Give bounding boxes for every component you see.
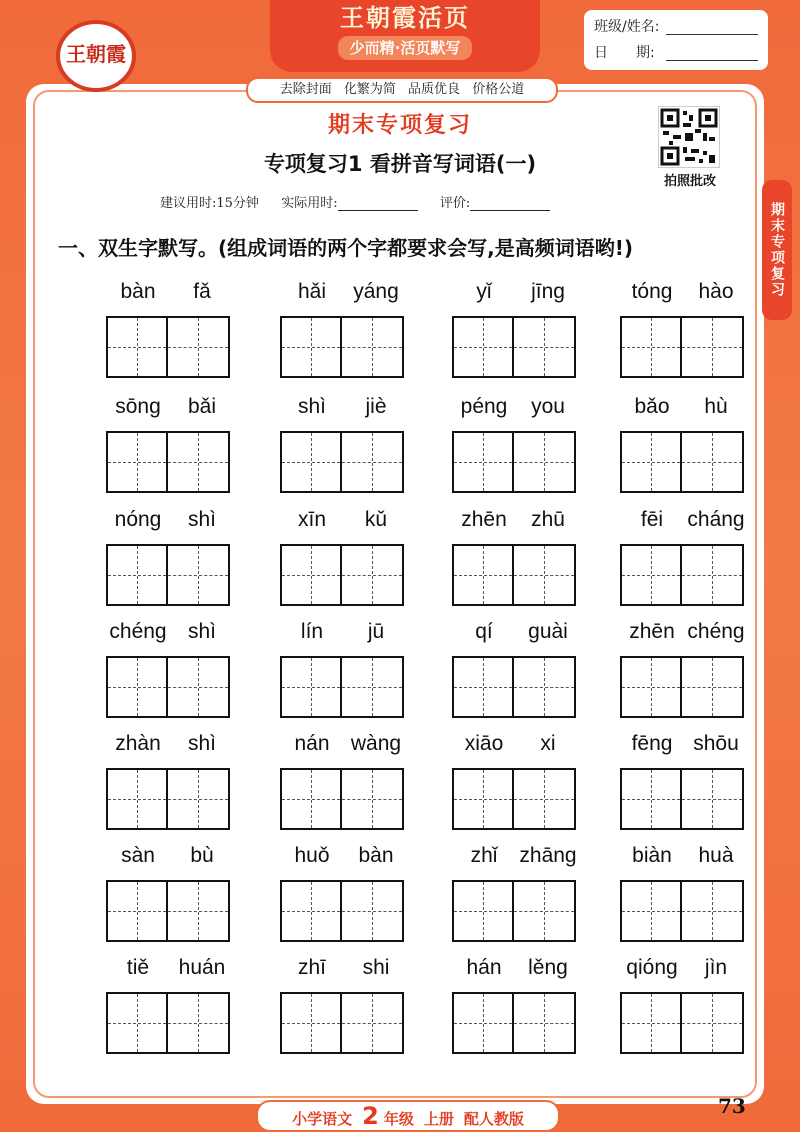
pinyin-syllable: wàng xyxy=(350,732,402,755)
tianzige-box[interactable] xyxy=(106,880,168,942)
pinyin-syllable: hù xyxy=(704,395,728,418)
tianzige-box[interactable] xyxy=(342,768,404,830)
tianzige-box[interactable] xyxy=(452,656,514,718)
pinyin-syllable: qí xyxy=(475,620,493,643)
word-item xyxy=(280,956,408,1061)
pinyin-syllable: xiāo xyxy=(464,732,504,755)
pinyin-syllable: bàn xyxy=(120,280,156,303)
writing-boxes xyxy=(280,768,404,830)
writing-boxes xyxy=(280,431,404,493)
header-banner xyxy=(270,0,540,72)
qr-code-icon[interactable] xyxy=(658,106,720,168)
pinyin-syllable: cháng xyxy=(687,508,745,531)
pinyin-row xyxy=(106,956,234,986)
word-item xyxy=(452,508,580,613)
tianzige-box[interactable] xyxy=(682,992,744,1054)
tianzige-box[interactable] xyxy=(514,768,576,830)
writing-boxes xyxy=(106,431,230,493)
tianzige-box[interactable] xyxy=(280,768,342,830)
pinyin-syllable: zhēn xyxy=(629,620,675,643)
tianzige-box[interactable] xyxy=(682,544,744,606)
pinyin-syllable: jīng xyxy=(531,280,565,303)
pinyin-syllable: huán xyxy=(178,956,226,979)
pinyin-syllable: lín xyxy=(300,620,324,643)
word-item xyxy=(280,508,408,613)
evaluation-blank[interactable] xyxy=(470,198,550,211)
pinyin-syllable: xīn xyxy=(297,508,326,531)
tianzige-box[interactable] xyxy=(452,880,514,942)
tianzige-box[interactable] xyxy=(280,992,342,1054)
word-item xyxy=(452,732,580,837)
pinyin-syllable: hào xyxy=(698,280,734,303)
word-item xyxy=(280,620,408,725)
tianzige-box[interactable] xyxy=(280,880,342,942)
pinyin-syllable: shì xyxy=(187,732,216,755)
word-item xyxy=(620,956,748,1061)
tianzige-box[interactable] xyxy=(168,992,230,1054)
pinyin-syllable: bàn xyxy=(358,844,394,867)
tianzige-box[interactable] xyxy=(682,880,744,942)
pinyin-row xyxy=(106,508,234,538)
footer-grade: 年级 xyxy=(383,1110,414,1128)
pinyin-row xyxy=(452,732,580,762)
pinyin-syllable: jū xyxy=(367,620,385,643)
pinyin-syllable: fǎ xyxy=(193,280,211,303)
tianzige-box[interactable] xyxy=(280,656,342,718)
tianzige-box[interactable] xyxy=(682,656,744,718)
pinyin-syllable: tóng xyxy=(631,280,673,303)
writing-boxes xyxy=(106,544,230,606)
pinyin-row xyxy=(620,732,748,762)
tianzige-box[interactable] xyxy=(514,656,576,718)
pinyin-row xyxy=(280,732,408,762)
pinyin-row xyxy=(106,620,234,650)
tianzige-box[interactable] xyxy=(342,431,404,493)
writing-boxes xyxy=(106,880,230,942)
pinyin-syllable: shì xyxy=(187,508,216,531)
pinyin-row xyxy=(106,732,234,762)
word-item xyxy=(620,395,748,500)
word-item xyxy=(106,844,234,949)
pinyin-syllable: zhàn xyxy=(115,732,161,755)
pinyin-syllable: bǎi xyxy=(187,395,217,418)
writing-boxes xyxy=(620,544,744,606)
qr-label: 拍照批改 xyxy=(663,174,716,189)
writing-boxes xyxy=(280,992,404,1054)
tianzige-box[interactable] xyxy=(682,431,744,493)
pinyin-syllable: biàn xyxy=(632,844,672,867)
tianzige-box[interactable] xyxy=(106,992,168,1054)
pinyin-row xyxy=(280,620,408,650)
word-item xyxy=(106,620,234,725)
pinyin-syllable: zhāng xyxy=(519,844,577,867)
instruction-heading: 一、双生字默写。(组成词语的两个字都要求会写,是高频词语哟!) xyxy=(58,236,633,260)
date-row[interactable] xyxy=(594,42,762,64)
section-title: 期末专项复习 xyxy=(327,113,472,138)
tianzige-box[interactable] xyxy=(342,316,404,378)
pinyin-syllable: hán xyxy=(466,956,502,979)
pinyin-row xyxy=(452,956,580,986)
unit-title: 专项复习1 看拼音写词语(一) xyxy=(263,152,537,176)
pinyin-syllable: shōu xyxy=(693,732,739,755)
tianzige-box[interactable] xyxy=(342,544,404,606)
class-name-row[interactable] xyxy=(594,16,762,38)
pinyin-syllable: fēi xyxy=(640,508,664,531)
pinyin-syllable: huǒ xyxy=(294,844,330,867)
tianzige-box[interactable] xyxy=(452,768,514,830)
suggested-time: 建议用时:15分钟 xyxy=(160,196,259,211)
pinyin-syllable: chéng xyxy=(109,620,167,643)
word-item xyxy=(620,280,748,385)
pinyin-row xyxy=(452,395,580,425)
word-item xyxy=(620,508,748,613)
pinyin-syllable: lěng xyxy=(528,956,568,979)
writing-boxes xyxy=(452,880,576,942)
motto-strip: 去除封面 化繁为简 品质优良 价格公道 xyxy=(246,77,558,103)
pinyin-row xyxy=(106,280,234,310)
writing-boxes xyxy=(280,316,404,378)
tianzige-box[interactable] xyxy=(620,768,682,830)
pinyin-syllable: péng xyxy=(460,395,508,418)
word-item xyxy=(106,280,234,385)
actual-time-label: 实际用时: xyxy=(281,196,338,211)
pinyin-syllable: zhǐ xyxy=(470,844,498,867)
writing-boxes xyxy=(620,431,744,493)
pinyin-syllable: shì xyxy=(297,395,326,418)
pinyin-row xyxy=(620,956,748,986)
tianzige-box[interactable] xyxy=(620,880,682,942)
pinyin-syllable: sōng xyxy=(115,395,161,418)
date-blank xyxy=(666,60,758,61)
pinyin-syllable: bǎo xyxy=(634,395,670,418)
class-name-blank xyxy=(666,34,758,35)
evaluation-label: 评价: xyxy=(439,196,471,211)
writing-boxes xyxy=(620,768,744,830)
tianzige-box[interactable] xyxy=(168,431,230,493)
pinyin-syllable: yáng xyxy=(353,280,399,303)
tianzige-box[interactable] xyxy=(514,316,576,378)
tianzige-box[interactable] xyxy=(168,880,230,942)
writing-boxes xyxy=(106,768,230,830)
footer-grade-number: 2 xyxy=(362,1102,379,1130)
actual-time-blank[interactable] xyxy=(338,198,418,211)
writing-boxes xyxy=(452,768,576,830)
pinyin-syllable: kǔ xyxy=(364,508,388,531)
pinyin-row xyxy=(620,620,748,650)
pinyin-row xyxy=(620,508,748,538)
writing-boxes xyxy=(280,656,404,718)
pinyin-syllable: zhī xyxy=(297,956,326,979)
writing-boxes xyxy=(106,316,230,378)
tianzige-box[interactable] xyxy=(280,544,342,606)
logo-text: 王朝霞 xyxy=(66,42,126,66)
tianzige-box[interactable] xyxy=(168,656,230,718)
pinyin-row xyxy=(280,280,408,310)
tianzige-box[interactable] xyxy=(514,544,576,606)
pinyin-syllable: yǐ xyxy=(476,280,492,303)
pinyin-row xyxy=(620,844,748,874)
pinyin-syllable: you xyxy=(531,395,565,418)
footer-term: 上册 xyxy=(423,1110,454,1128)
footer-subject: 小学语文 xyxy=(292,1110,353,1128)
tianzige-box[interactable] xyxy=(514,431,576,493)
pinyin-syllable: shì xyxy=(187,620,216,643)
publisher-logo xyxy=(56,20,136,92)
writing-boxes xyxy=(452,656,576,718)
tianzige-box[interactable] xyxy=(280,316,342,378)
word-item xyxy=(452,395,580,500)
pinyin-row xyxy=(452,280,580,310)
tianzige-box[interactable] xyxy=(342,656,404,718)
writing-boxes xyxy=(620,316,744,378)
pinyin-syllable: zhēn xyxy=(461,508,507,531)
pinyin-row xyxy=(106,395,234,425)
writing-boxes xyxy=(280,544,404,606)
tianzige-box[interactable] xyxy=(342,992,404,1054)
word-item xyxy=(620,732,748,837)
tianzige-box[interactable] xyxy=(620,656,682,718)
pinyin-syllable: guài xyxy=(528,620,568,643)
pinyin-syllable: xi xyxy=(540,732,556,755)
pinyin-syllable: chéng xyxy=(687,620,745,643)
word-item xyxy=(280,395,408,500)
tianzige-box[interactable] xyxy=(452,431,514,493)
word-item xyxy=(452,844,580,949)
time-bar xyxy=(160,192,640,211)
tianzige-box[interactable] xyxy=(106,431,168,493)
pinyin-syllable: nán xyxy=(294,732,330,755)
tianzige-box[interactable] xyxy=(168,544,230,606)
side-tab: 期末专项复习 xyxy=(762,180,792,320)
pinyin-syllable: jiè xyxy=(365,395,387,418)
brand-tagline: 少而精·活页默写 xyxy=(338,36,473,60)
pinyin-row xyxy=(452,844,580,874)
page-number: 73 xyxy=(718,1094,746,1118)
word-item xyxy=(280,280,408,385)
word-item xyxy=(280,732,408,837)
pinyin-row xyxy=(106,844,234,874)
pinyin-syllable: hǎi xyxy=(297,280,327,303)
writing-boxes xyxy=(106,992,230,1054)
footer-badge xyxy=(256,1100,560,1132)
pinyin-syllable: tiě xyxy=(126,956,150,979)
pinyin-syllable: huà xyxy=(698,844,734,867)
tianzige-box[interactable] xyxy=(342,880,404,942)
footer-edition: 配人教版 xyxy=(463,1110,524,1128)
writing-boxes xyxy=(452,992,576,1054)
pinyin-row xyxy=(620,395,748,425)
word-item xyxy=(280,844,408,949)
pinyin-syllable: sàn xyxy=(121,844,155,867)
tianzige-box[interactable] xyxy=(620,992,682,1054)
word-item xyxy=(106,508,234,613)
pinyin-syllable: jìn xyxy=(704,956,728,979)
tianzige-box[interactable] xyxy=(682,316,744,378)
word-item xyxy=(620,620,748,725)
pinyin-syllable: bù xyxy=(190,844,214,867)
writing-boxes xyxy=(452,544,576,606)
writing-boxes xyxy=(106,656,230,718)
word-item xyxy=(106,395,234,500)
tianzige-box[interactable] xyxy=(514,992,576,1054)
writing-boxes xyxy=(452,316,576,378)
brand-title: 王朝霞活页 xyxy=(340,3,470,32)
word-item xyxy=(452,280,580,385)
writing-boxes xyxy=(280,880,404,942)
word-item xyxy=(620,844,748,949)
tianzige-box[interactable] xyxy=(452,992,514,1054)
pinyin-row xyxy=(280,508,408,538)
tianzige-box[interactable] xyxy=(106,544,168,606)
tianzige-box[interactable] xyxy=(620,316,682,378)
tianzige-box[interactable] xyxy=(452,316,514,378)
tianzige-box[interactable] xyxy=(106,316,168,378)
pinyin-syllable: shi xyxy=(362,956,390,979)
pinyin-row xyxy=(452,620,580,650)
class-name-label: 班级/姓名: xyxy=(594,19,660,35)
pinyin-row xyxy=(280,956,408,986)
tianzige-box[interactable] xyxy=(168,768,230,830)
tianzige-box[interactable] xyxy=(620,544,682,606)
tianzige-box[interactable] xyxy=(106,768,168,830)
pinyin-syllable: nóng xyxy=(114,508,162,531)
tianzige-box[interactable] xyxy=(106,656,168,718)
word-item xyxy=(452,620,580,725)
word-item xyxy=(106,956,234,1061)
writing-boxes xyxy=(620,880,744,942)
pinyin-row xyxy=(280,395,408,425)
tianzige-box[interactable] xyxy=(620,431,682,493)
writing-boxes xyxy=(452,431,576,493)
pinyin-row xyxy=(280,844,408,874)
pinyin-row xyxy=(620,280,748,310)
tianzige-box[interactable] xyxy=(452,544,514,606)
date-label: 日 期: xyxy=(594,45,655,61)
word-item xyxy=(452,956,580,1061)
writing-boxes xyxy=(620,656,744,718)
pinyin-syllable: qióng xyxy=(626,956,678,979)
tianzige-box[interactable] xyxy=(514,880,576,942)
tianzige-box[interactable] xyxy=(280,431,342,493)
word-item xyxy=(106,732,234,837)
pinyin-row xyxy=(452,508,580,538)
pinyin-syllable: zhū xyxy=(531,508,565,531)
tianzige-box[interactable] xyxy=(682,768,744,830)
pinyin-syllable: fēng xyxy=(631,732,673,755)
student-info-box xyxy=(584,10,768,70)
tianzige-box[interactable] xyxy=(168,316,230,378)
writing-boxes xyxy=(620,992,744,1054)
